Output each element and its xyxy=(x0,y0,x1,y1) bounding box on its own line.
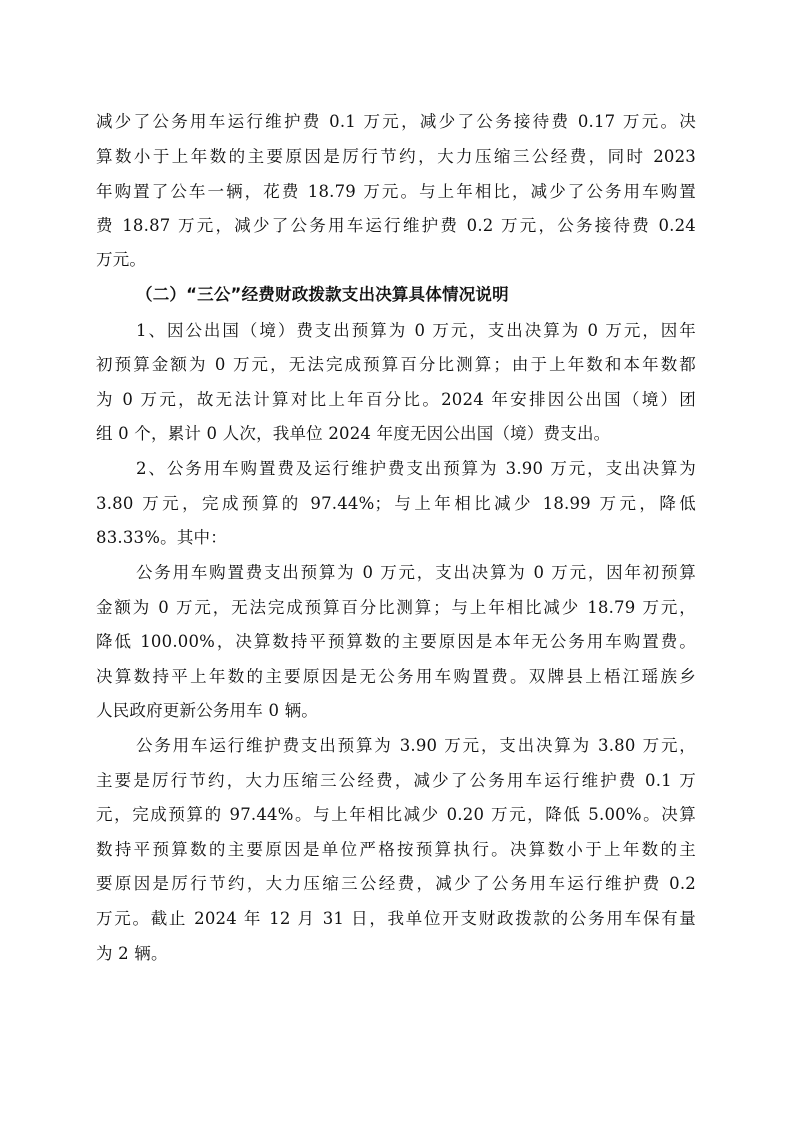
paragraph-1-line-2: 算数小于上年数的主要原因是厉行节约，大力压缩三公经费，同时 2023 xyxy=(96,147,696,166)
paragraph-1-line-5: 万元。 xyxy=(96,250,147,269)
section-heading: （二）“三公”经费财政拨款支出决算具体情况说明 xyxy=(136,285,509,304)
paragraph-5-line-2: 主要是厉行节约，大力压缩三公经费，减少了公务用车运行维护费 0.1 万 xyxy=(96,771,696,790)
paragraph-2-line-4: 组 0 个，累计 0 人次，我单位 2024 年度无因公出国（境）费支出。 xyxy=(96,424,611,443)
paragraph-3-line-1: 2、公务用车购置费及运行维护费支出预算为 3.90 万元，支出决算为 xyxy=(136,459,696,478)
paragraph-5-line-5: 要原因是厉行节约，大力压缩三公经费，减少了公务用车运行维护费 0.2 xyxy=(96,874,696,893)
paragraph-1-line-4: 费 18.87 万元，减少了公务用车运行维护费 0.2 万元，公务接待费 0.24 xyxy=(96,216,696,235)
paragraph-1-line-1: 减少了公务用车运行维护费 0.1 万元，减少了公务接待费 0.17 万元。决 xyxy=(96,112,696,131)
paragraph-4-line-3: 降低 100.00%，决算数持平预算数的主要原因是本年无公务用车购置费。 xyxy=(96,632,696,651)
paragraph-4-line-5: 人民政府更新公务用车 0 辆。 xyxy=(96,701,318,720)
paragraph-3-line-2: 3.80 万元，完成预算的 97.44%；与上年相比减少 18.99 万元，降低 xyxy=(96,494,696,513)
paragraph-5-line-3: 元，完成预算的 97.44%。与上年相比减少 0.20 万元，降低 5.00%。决算 xyxy=(96,805,696,824)
paragraph-2-line-2: 初预算金额为 0 万元，无法完成预算百分比测算；由于上年数和本年数都 xyxy=(96,355,696,374)
paragraph-5-line-7: 为 2 辆。 xyxy=(96,944,168,963)
paragraph-4-line-4: 决算数持平上年数的主要原因是无公务用车购置费。双牌县上梧江瑶族乡 xyxy=(96,667,696,686)
paragraph-4-line-1: 公务用车购置费支出预算为 0 万元，支出决算为 0 万元，因年初预算 xyxy=(136,563,696,582)
paragraph-2-line-1: 1、因公出国（境）费支出预算为 0 万元，支出决算为 0 万元，因年 xyxy=(136,321,696,340)
paragraph-5-line-4: 数持平预算数的主要原因是单位严格按预算执行。决算数小于上年数的主 xyxy=(96,840,696,859)
paragraph-5-line-6: 万元。截止 2024 年 12 月 31 日，我单位开支财政拨款的公务用车保有量 xyxy=(96,909,696,928)
paragraph-2-line-3: 为 0 万元，故无法计算对比上年百分比。2024 年安排因公出国（境）团 xyxy=(96,390,696,409)
paragraph-4-line-2: 金额为 0 万元，无法完成预算百分比测算；与上年相比减少 18.79 万元， xyxy=(96,598,696,617)
paragraph-5-line-1: 公务用车运行维护费支出预算为 3.90 万元，支出决算为 3.80 万元， xyxy=(136,736,696,755)
paragraph-3-line-3: 83.33%。其中： xyxy=(96,528,227,547)
paragraph-1-line-3: 年购置了公车一辆，花费 18.79 万元。与上年相比，减少了公务用车购置 xyxy=(96,182,696,201)
